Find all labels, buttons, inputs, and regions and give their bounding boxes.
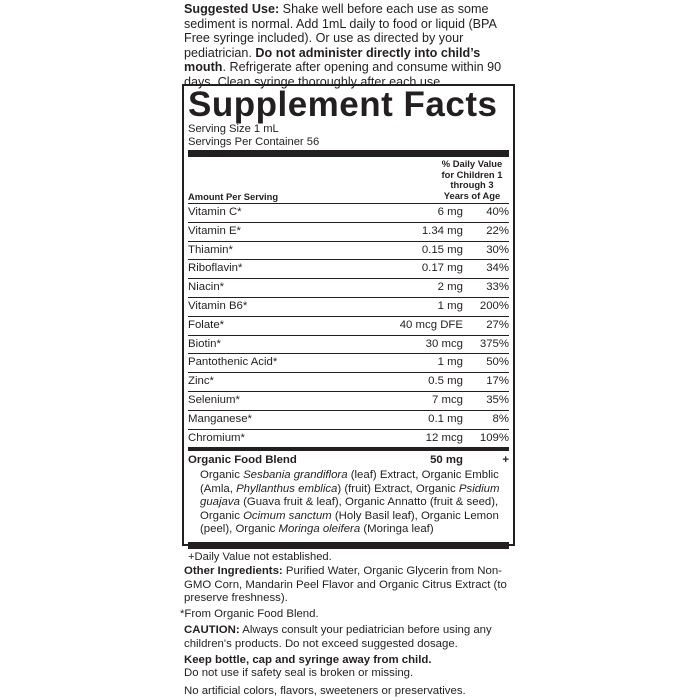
nutrient-name: Thiamin*: [188, 243, 233, 256]
nutrient-row: [188, 259, 509, 278]
nutrient-amount: 7 mcg: [431, 393, 463, 406]
amount-per-serving-header: Amount Per Serving: [188, 190, 279, 202]
nutrient-row: [188, 429, 509, 448]
suggested-use-label: Suggested Use:: [184, 2, 280, 16]
suggested-use-text-1: Shake well before each use as some sediment is normal. Add 1mL daily to food or liquid (BPA Free syringe included). Or use as directed by your pediatrician.: [184, 2, 497, 60]
nutrient-name: Vitamin C*: [188, 206, 242, 218]
blend-text: (Holy Basil leaf), Organic Lemon (peel), Organic: [200, 509, 499, 536]
nutrient-row: [188, 335, 509, 354]
nutrient-row: [188, 241, 509, 260]
nutrient-row: [188, 203, 509, 222]
blend-latin-name: Psidium guajava: [200, 482, 500, 509]
nutrient-name: Vitamin B6*: [188, 299, 248, 312]
nutrient-name: Chromium*: [188, 431, 245, 444]
nutrient-dv: 34%: [486, 262, 509, 275]
blend-text: ) (fruit) Extract, Organic: [337, 482, 459, 495]
nutrient-list: [188, 203, 509, 447]
nutrient-amount: 12 mcg: [425, 431, 463, 444]
nutrient-dv: 27%: [486, 318, 509, 331]
nutrient-name: Pantothenic Acid*: [188, 356, 278, 369]
nutrient-dv: 200%: [479, 299, 509, 312]
facts-title: Supplement Facts: [188, 85, 498, 124]
blend-latin-name: Sesbania grandiflora: [243, 469, 348, 482]
nutrient-dv: 33%: [486, 281, 509, 294]
caution-text: [184, 624, 524, 651]
nutrient-name: Manganese*: [188, 412, 252, 425]
blend-ingredients: [188, 469, 509, 537]
blend-amount: 50 mg: [430, 454, 463, 467]
nutrient-amount: 0.15 mg: [421, 243, 463, 256]
nutrient-amount: 1.34 mg: [421, 224, 463, 237]
nutrient-amount: 1 mg: [437, 356, 463, 369]
nutrient-amount: 0.17 mg: [421, 262, 463, 275]
blend-text: (Guava fruit & leaf), Organic Annatto (fruit & seed), Organic: [200, 496, 499, 522]
nutrient-dv: 50%: [486, 356, 509, 369]
blend-text: (Moringa leaf): [360, 523, 434, 536]
column-header: [188, 157, 509, 203]
seal-note: Do not use if safety seal is broken or missing.: [184, 667, 414, 680]
nutrient-row: [188, 316, 509, 335]
other-ingredients-label: Other Ingredients:: [184, 565, 283, 577]
keep-away-text: Keep bottle, cap and syringe away from child.: [184, 653, 432, 666]
nutrient-name: Niacin*: [188, 281, 225, 294]
caution-label: CAUTION:: [184, 624, 240, 637]
nutrient-amount: 2 mg: [437, 281, 463, 294]
thick-divider: [188, 150, 509, 157]
nutrient-row: [188, 297, 509, 316]
nutrient-dv: 30%: [486, 243, 509, 256]
nutrient-dv: 375%: [479, 337, 509, 350]
supplement-facts-panel: [182, 84, 515, 563]
nutrient-dv: 40%: [486, 206, 509, 218]
nutrient-row: [188, 353, 509, 372]
nutrient-name: Vitamin E*: [188, 224, 241, 237]
nutrient-dv: 22%: [486, 224, 509, 237]
blend-latin-name: Phyllanthus emblica: [236, 482, 338, 495]
nutrient-row: [188, 278, 509, 297]
nutrient-amount: 40 mcg DFE: [399, 318, 463, 331]
serving-size: Serving Size 1 mL: [188, 123, 279, 135]
nutrient-name: Biotin*: [188, 337, 221, 350]
nutrient-dv: 35%: [486, 393, 509, 406]
servings-per-container: Servings Per Container 56: [188, 135, 320, 148]
caution-body: Always consult your pediatrician before using any children's products. Do not exceed suggested dosage.: [184, 624, 492, 650]
blend-text: (leaf) Extract, Organic Emblic (Amla,: [200, 469, 499, 495]
nutrient-amount: 0.1 mg: [428, 412, 463, 425]
nutrient-amount: 6 mg: [437, 206, 463, 218]
other-ingredients-text: Purified Water, Organic Glycerin from Non-GMO Corn, Mandarin Peel Flavor and Organic Citrus Extract (to preserve freshness).: [184, 565, 507, 605]
no-artificial-note: No artificial colors, flavors, sweeteners or preservatives.: [184, 684, 466, 697]
nutrient-row: [188, 391, 509, 410]
keep-away-warning: [184, 654, 524, 668]
other-ingredients: [184, 565, 524, 606]
blend-latin-name: Ocimum sanctum: [243, 509, 332, 522]
nutrient-row: [188, 222, 509, 241]
nutrient-name: Riboflavin*: [188, 262, 243, 275]
nutrient-name: Zinc*: [188, 375, 214, 388]
daily-value-header: % Daily Value for Children 1 through 3 Years of Age: [441, 158, 503, 201]
nutrient-row: [188, 410, 509, 429]
nutrient-name: Folate*: [188, 318, 225, 331]
nutrient-dv: 109%: [479, 431, 509, 444]
nutrient-amount: 0.5 mg: [428, 375, 463, 388]
blend-latin-name: Moringa oleifera: [278, 523, 361, 536]
after-panel-section: [180, 565, 524, 698]
nutrient-amount: 1 mg: [437, 299, 463, 312]
organic-food-blend-row: [188, 451, 509, 469]
nutrient-amount: 30 mcg: [425, 337, 463, 350]
blend-text: Organic: [200, 469, 244, 482]
suggested-use-section: [184, 0, 524, 90]
suggested-use-text-2: . Refrigerate after opening and consume within 90 days. Clean syringe thoroughly after each use.: [184, 60, 502, 89]
nutrient-dv: 17%: [486, 375, 509, 388]
daily-value-not-established: +Daily Value not established.: [188, 550, 332, 563]
nutrient-row: [188, 372, 509, 391]
nutrient-name: Selenium*: [188, 393, 240, 406]
blend-dv: +: [502, 454, 509, 467]
from-blend-note: *From Organic Food Blend.: [180, 607, 319, 620]
nutrient-dv: 8%: [492, 412, 509, 425]
bottom-thick-divider: [188, 542, 509, 549]
suggested-use-text: [184, 2, 524, 90]
suggested-use-warning: Do not administer directly into child’s mouth: [184, 45, 481, 75]
blend-name: Organic Food Blend: [188, 454, 297, 467]
